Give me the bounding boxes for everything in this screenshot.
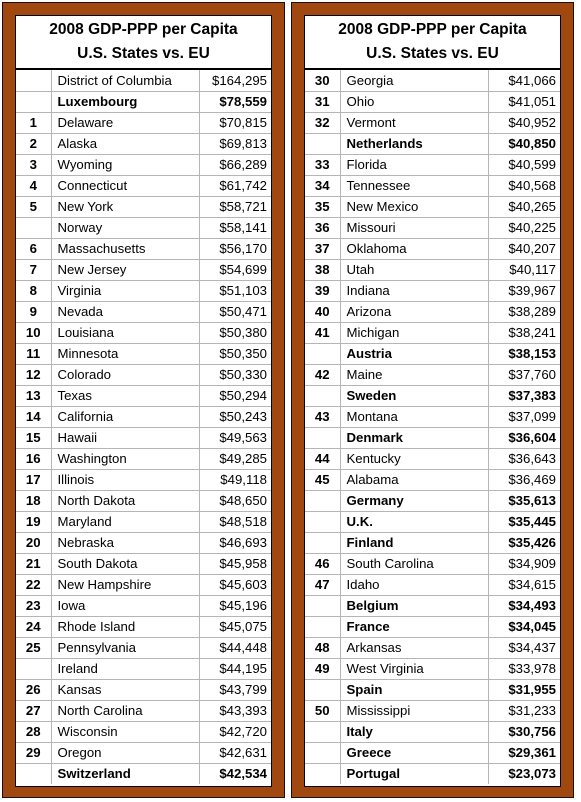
- table-row: [305, 280, 560, 301]
- left-sheet: [15, 15, 272, 787]
- rank-cell: 32: [305, 112, 340, 133]
- value-cell: $66,289: [199, 154, 271, 175]
- table-row: [305, 637, 560, 658]
- rank-cell: 27: [16, 700, 51, 721]
- table-row: [16, 742, 271, 763]
- rank-cell: 47: [305, 574, 340, 595]
- rank-cell: 43: [305, 406, 340, 427]
- table-row: [305, 658, 560, 679]
- name-cell: Vermont: [340, 112, 488, 133]
- rank-cell: 33: [305, 154, 340, 175]
- name-cell: Italy: [340, 721, 488, 742]
- rank-cell: 28: [16, 721, 51, 742]
- name-cell: Alaska: [51, 133, 199, 154]
- name-cell: Louisiana: [51, 322, 199, 343]
- name-cell: Colorado: [51, 364, 199, 385]
- name-cell: Iowa: [51, 595, 199, 616]
- rank-cell: 24: [16, 616, 51, 637]
- rank-cell: 14: [16, 406, 51, 427]
- value-cell: $35,613: [488, 490, 560, 511]
- rank-cell: 18: [16, 490, 51, 511]
- value-cell: $34,045: [488, 616, 560, 637]
- name-cell: Alabama: [340, 469, 488, 490]
- table-row: [16, 91, 271, 112]
- value-cell: $37,099: [488, 406, 560, 427]
- rank-cell: [305, 385, 340, 406]
- table-row: [16, 343, 271, 364]
- table-row: [16, 679, 271, 700]
- name-cell: New Jersey: [51, 259, 199, 280]
- table-row: [305, 217, 560, 238]
- table-row: [16, 574, 271, 595]
- right-table-body: [305, 70, 560, 784]
- value-cell: $37,760: [488, 364, 560, 385]
- rank-cell: 35: [305, 196, 340, 217]
- name-cell: Massachusetts: [51, 238, 199, 259]
- name-cell: Nebraska: [51, 532, 199, 553]
- rank-cell: 19: [16, 511, 51, 532]
- value-cell: $42,534: [219, 766, 267, 782]
- value-cell: $56,170: [199, 238, 271, 259]
- name-cell: Florida: [340, 154, 488, 175]
- table-row: [305, 133, 560, 154]
- rank-cell: 29: [16, 742, 51, 763]
- rank-cell: 13: [16, 385, 51, 406]
- value-cell: $49,118: [199, 469, 271, 490]
- value-cell: $40,952: [488, 112, 560, 133]
- name-cell: Wyoming: [51, 154, 199, 175]
- name-cell: Montana: [340, 406, 488, 427]
- value-cell: $38,241: [488, 322, 560, 343]
- value-cell: $39,967: [488, 280, 560, 301]
- value-cell: $50,380: [199, 322, 271, 343]
- table-row: [305, 469, 560, 490]
- rank-cell: 10: [16, 322, 51, 343]
- table-row: [16, 280, 271, 301]
- table-row: [305, 70, 560, 91]
- table-row: [305, 448, 560, 469]
- value-cell: $31,233: [488, 700, 560, 721]
- name-cell: France: [340, 616, 488, 637]
- table-row: [16, 406, 271, 427]
- rank-cell: 11: [16, 343, 51, 364]
- value-cell: $45,196: [199, 595, 271, 616]
- rank-cell: [16, 763, 51, 784]
- table-row: [16, 301, 271, 322]
- rank-cell: 34: [305, 175, 340, 196]
- name-cell: Kentucky: [340, 448, 488, 469]
- table-row: [16, 532, 271, 553]
- rank-cell: [305, 427, 340, 448]
- name-cell: California: [51, 406, 199, 427]
- table-row: [16, 196, 271, 217]
- table-row: [16, 217, 271, 238]
- rank-cell: 9: [16, 301, 51, 322]
- table-row: [16, 364, 271, 385]
- rank-cell: 5: [16, 196, 51, 217]
- name-cell: New Hampshire: [51, 574, 199, 595]
- table-row: [305, 238, 560, 259]
- left-table: [16, 70, 271, 784]
- table-row: [305, 679, 560, 700]
- rank-cell: 16: [16, 448, 51, 469]
- right-header: [305, 16, 560, 70]
- name-cell: Nevada: [51, 301, 199, 322]
- value-cell: $44,448: [199, 637, 271, 658]
- value-cell: $50,330: [199, 364, 271, 385]
- name-cell: Finland: [340, 532, 488, 553]
- table-row: [16, 763, 271, 784]
- table-row: [16, 70, 271, 91]
- rank-cell: [305, 595, 340, 616]
- value-cell: $36,604: [488, 427, 560, 448]
- table-row: [305, 322, 560, 343]
- value-cell: $69,813: [199, 133, 271, 154]
- name-cell: Maryland: [51, 511, 199, 532]
- name-cell: Greece: [340, 742, 488, 763]
- name-cell: Oklahoma: [340, 238, 488, 259]
- table-row: [305, 112, 560, 133]
- value-cell: $43,393: [199, 700, 271, 721]
- table-row: [16, 595, 271, 616]
- name-cell: Ohio: [340, 91, 488, 112]
- right-table: [305, 70, 560, 784]
- rank-cell: [16, 658, 51, 679]
- name-cell: Luxembourg: [51, 91, 199, 112]
- rank-cell: [305, 490, 340, 511]
- value-cell: $38,289: [488, 301, 560, 322]
- table-row: [305, 532, 560, 553]
- value-cell: $48,518: [199, 511, 271, 532]
- table-row: [16, 616, 271, 637]
- right-sheet: [304, 15, 561, 787]
- name-cell: Michigan: [340, 322, 488, 343]
- value-cell: $40,207: [488, 238, 560, 259]
- name-cell: Belgium: [340, 595, 488, 616]
- rank-cell: 30: [305, 70, 340, 91]
- rank-cell: 6: [16, 238, 51, 259]
- value-cell: $40,850: [488, 133, 560, 154]
- value-cell: $29,361: [488, 742, 560, 763]
- value-cell: $50,294: [199, 385, 271, 406]
- rank-cell: [16, 70, 51, 91]
- value-cell: $33,978: [488, 658, 560, 679]
- name-cell: Kansas: [51, 679, 199, 700]
- name-cell: Delaware: [51, 112, 199, 133]
- name-cell: Netherlands: [340, 133, 488, 154]
- right-title-line2: U.S. States vs. EU: [366, 45, 499, 62]
- table-row: [305, 154, 560, 175]
- value-cell: $34,615: [488, 574, 560, 595]
- table-row: [305, 427, 560, 448]
- name-cell: Norway: [51, 217, 199, 238]
- table-row: [305, 301, 560, 322]
- value-cell: $70,815: [199, 112, 271, 133]
- value-cell: $41,051: [488, 91, 560, 112]
- value-cell: $48,650: [199, 490, 271, 511]
- value-cell: $38,153: [488, 343, 560, 364]
- rank-cell: 20: [16, 532, 51, 553]
- name-cell: Idaho: [340, 574, 488, 595]
- value-cell: $34,437: [488, 637, 560, 658]
- value-cell: $50,243: [199, 406, 271, 427]
- rank-cell: 4: [16, 175, 51, 196]
- value-cell: $31,955: [488, 679, 560, 700]
- rank-cell: 12: [16, 364, 51, 385]
- name-cell: South Dakota: [51, 553, 199, 574]
- rank-cell: 39: [305, 280, 340, 301]
- name-cell: Virginia: [51, 280, 199, 301]
- name-cell: Texas: [51, 385, 199, 406]
- table-row: [305, 763, 560, 784]
- rank-cell: [305, 721, 340, 742]
- name-cell: Missouri: [340, 217, 488, 238]
- rank-cell: 23: [16, 595, 51, 616]
- rank-cell: 31: [305, 91, 340, 112]
- table-row: [305, 700, 560, 721]
- name-cell: North Carolina: [51, 700, 199, 721]
- value-cell: $43,799: [199, 679, 271, 700]
- rank-cell: 36: [305, 217, 340, 238]
- left-panel: [2, 2, 285, 798]
- name-cell: Washington: [51, 448, 199, 469]
- value-cell: $58,721: [199, 196, 271, 217]
- value-cell: $40,599: [488, 154, 560, 175]
- name-cell: Illinois: [51, 469, 199, 490]
- value-cell: $40,225: [488, 217, 560, 238]
- value-cell: $36,469: [488, 469, 560, 490]
- value-cell: $35,426: [488, 532, 560, 553]
- name-cell: Denmark: [340, 427, 488, 448]
- name-cell: West Virginia: [340, 658, 488, 679]
- value-cell: $45,075: [199, 616, 271, 637]
- name-cell: Spain: [340, 679, 488, 700]
- table-row: [305, 490, 560, 511]
- rank-cell: 48: [305, 637, 340, 658]
- rank-cell: [305, 511, 340, 532]
- table-row: [16, 175, 271, 196]
- name-cell: Arkansas: [340, 637, 488, 658]
- table-row: [16, 154, 271, 175]
- table-row: [16, 385, 271, 406]
- name-cell: Germany: [340, 490, 488, 511]
- value-cell: $61,742: [199, 175, 271, 196]
- rank-cell: [305, 133, 340, 154]
- table-row: [16, 553, 271, 574]
- rank-cell: [16, 91, 51, 112]
- rank-cell: 7: [16, 259, 51, 280]
- value-cell: $78,559: [199, 91, 271, 112]
- right-panel: [291, 2, 574, 798]
- table-row: [305, 385, 560, 406]
- name-cell: Portugal: [340, 763, 488, 784]
- table-row: [16, 490, 271, 511]
- rank-cell: 21: [16, 553, 51, 574]
- table-row: [16, 238, 271, 259]
- value-cell: $46,693: [199, 532, 271, 553]
- name-cell: Georgia: [340, 70, 488, 91]
- value-cell: $164,295: [199, 70, 271, 91]
- name-cell: Sweden: [340, 385, 488, 406]
- value-cell: $54,699: [199, 259, 271, 280]
- name-cell: Mississippi: [340, 700, 488, 721]
- value-cell: $34,909: [488, 553, 560, 574]
- left-header: [16, 16, 271, 70]
- value-cell: $34,493: [488, 595, 560, 616]
- table-row: [305, 553, 560, 574]
- rank-cell: 45: [305, 469, 340, 490]
- name-cell: Oregon: [51, 742, 199, 763]
- table-row: [16, 637, 271, 658]
- name-cell: Switzerland: [51, 763, 199, 784]
- value-cell: $49,285: [199, 448, 271, 469]
- table-row: [305, 91, 560, 112]
- table-row: [16, 112, 271, 133]
- rank-cell: 38: [305, 259, 340, 280]
- value-cell: $36,643: [488, 448, 560, 469]
- rank-cell: [305, 616, 340, 637]
- value-cell: $51,103: [199, 280, 271, 301]
- rank-cell: [305, 763, 340, 784]
- name-cell: Hawaii: [51, 427, 199, 448]
- table-row: [16, 700, 271, 721]
- name-cell: North Dakota: [51, 490, 199, 511]
- left-table-body: [16, 70, 271, 784]
- value-cell: $45,958: [199, 553, 271, 574]
- value-cell: $23,073: [508, 766, 556, 782]
- name-cell: Ireland: [51, 658, 199, 679]
- table-row: [16, 427, 271, 448]
- table-row: [16, 721, 271, 742]
- table-row: [305, 742, 560, 763]
- name-cell: Indiana: [340, 280, 488, 301]
- value-cell: $41,066: [488, 70, 560, 91]
- value-cell: $49,563: [199, 427, 271, 448]
- table-row: [16, 511, 271, 532]
- name-cell: Austria: [340, 343, 488, 364]
- rank-cell: 41: [305, 322, 340, 343]
- table-row: [16, 448, 271, 469]
- rank-cell: [305, 343, 340, 364]
- table-row: [305, 511, 560, 532]
- table-row: [16, 658, 271, 679]
- rank-cell: 17: [16, 469, 51, 490]
- name-cell: New York: [51, 196, 199, 217]
- rank-cell: 42: [305, 364, 340, 385]
- rank-cell: 1: [16, 112, 51, 133]
- rank-cell: 37: [305, 238, 340, 259]
- value-cell: $45,603: [199, 574, 271, 595]
- value-cell: $50,471: [199, 301, 271, 322]
- table-row: [305, 721, 560, 742]
- value-cell: $58,141: [199, 217, 271, 238]
- rank-cell: [305, 742, 340, 763]
- left-title-line2: U.S. States vs. EU: [77, 45, 210, 62]
- value-cell: $40,117: [488, 259, 560, 280]
- rank-cell: 8: [16, 280, 51, 301]
- name-cell: U.K.: [340, 511, 488, 532]
- value-cell: $40,568: [488, 175, 560, 196]
- value-cell: $35,445: [488, 511, 560, 532]
- name-cell: Utah: [340, 259, 488, 280]
- rank-cell: 46: [305, 553, 340, 574]
- table-row: [305, 175, 560, 196]
- table-row: [16, 133, 271, 154]
- name-cell: Minnesota: [51, 343, 199, 364]
- name-cell: Connecticut: [51, 175, 199, 196]
- table-row: [305, 616, 560, 637]
- table-row: [305, 196, 560, 217]
- table-row: [16, 322, 271, 343]
- left-title-line1: 2008 GDP-PPP per Capita: [49, 21, 238, 38]
- value-cell: $37,383: [488, 385, 560, 406]
- table-row: [305, 364, 560, 385]
- rank-cell: 25: [16, 637, 51, 658]
- name-cell: Wisconsin: [51, 721, 199, 742]
- name-cell: Rhode Island: [51, 616, 199, 637]
- table-row: [305, 595, 560, 616]
- name-cell: New Mexico: [340, 196, 488, 217]
- value-cell: $44,195: [199, 658, 271, 679]
- name-cell: Tennessee: [340, 175, 488, 196]
- name-cell: South Carolina: [340, 553, 488, 574]
- rank-cell: 2: [16, 133, 51, 154]
- value-cell: $40,265: [488, 196, 560, 217]
- rank-cell: [305, 679, 340, 700]
- table-row: [305, 406, 560, 427]
- value-cell: $30,756: [488, 721, 560, 742]
- value-cell: $42,720: [199, 721, 271, 742]
- rank-cell: 26: [16, 679, 51, 700]
- right-title-line1: 2008 GDP-PPP per Capita: [338, 21, 527, 38]
- rank-cell: 44: [305, 448, 340, 469]
- table-row: [305, 343, 560, 364]
- rank-cell: 49: [305, 658, 340, 679]
- rank-cell: [305, 532, 340, 553]
- value-cell: $50,350: [199, 343, 271, 364]
- rank-cell: 22: [16, 574, 51, 595]
- name-cell: Maine: [340, 364, 488, 385]
- name-cell: District of Columbia: [51, 70, 199, 91]
- table-row: [16, 259, 271, 280]
- name-cell: Arizona: [340, 301, 488, 322]
- rank-cell: 40: [305, 301, 340, 322]
- rank-cell: 3: [16, 154, 51, 175]
- name-cell: Pennsylvania: [51, 637, 199, 658]
- rank-cell: 50: [305, 700, 340, 721]
- rank-cell: [16, 217, 51, 238]
- rank-cell: 15: [16, 427, 51, 448]
- table-row: [16, 469, 271, 490]
- table-row: [305, 574, 560, 595]
- table-row: [305, 259, 560, 280]
- value-cell: $42,631: [199, 742, 271, 763]
